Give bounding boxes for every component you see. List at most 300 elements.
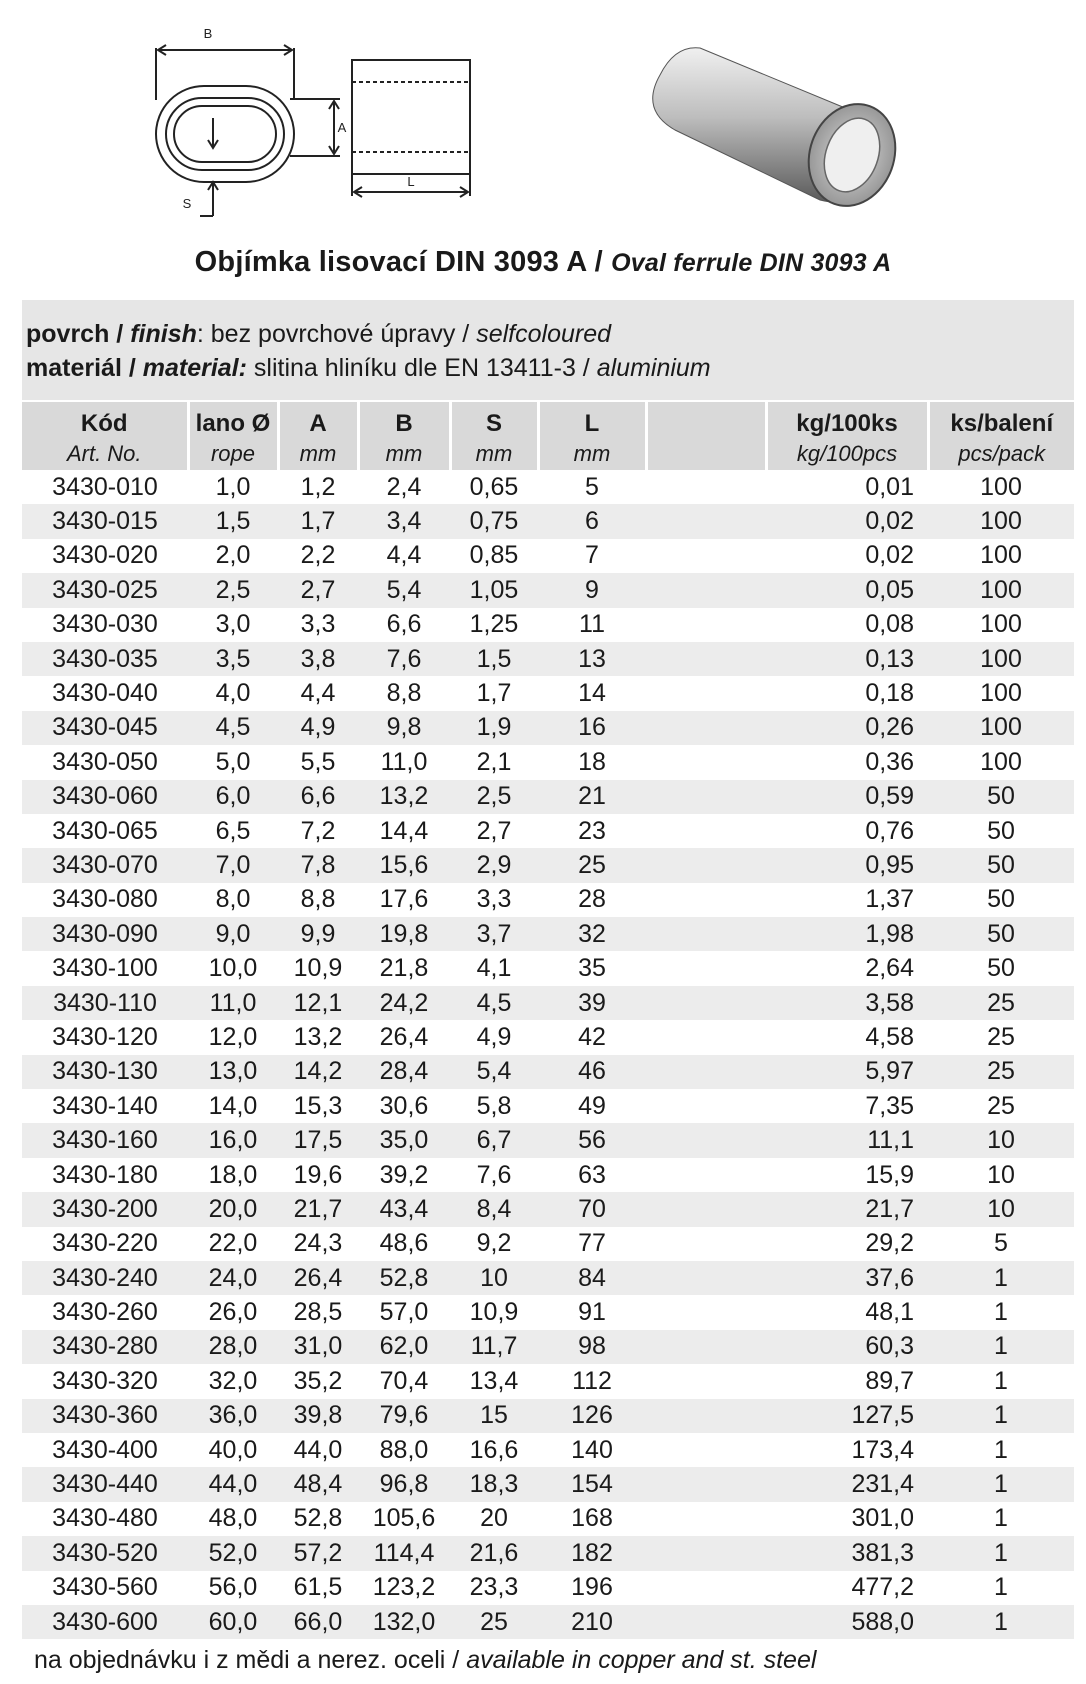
weight-cell: 7,35: [865, 1091, 914, 1120]
b-cell: 11,0: [380, 747, 428, 776]
material-label-cz: materiál /: [26, 354, 136, 382]
code-cell: 3430-360: [22, 1399, 188, 1433]
rope-cell: 40,0: [208, 1435, 258, 1464]
s-cell: 0,75: [450, 504, 538, 538]
code-cell: 3430-520: [22, 1536, 188, 1570]
b-cell: 52,8: [358, 1261, 450, 1295]
oval-front-view: [156, 45, 340, 216]
rope-cell: 11,0: [188, 986, 278, 1020]
l-cell: 112: [572, 1366, 612, 1395]
dimension-b-label: B: [203, 26, 213, 41]
pack-cell: 50: [987, 885, 1015, 914]
footnote-en: available in copper and st. steel: [466, 1646, 817, 1674]
table-row: [22, 1020, 1074, 1054]
code-cell: 3430-030: [52, 610, 158, 639]
rope-cell: 12,0: [208, 1022, 258, 1051]
s-cell: 23,3: [469, 1573, 519, 1602]
rope-cell: 60,0: [188, 1605, 278, 1639]
pack-cell: 25: [928, 1055, 1074, 1089]
a-cell: 6,6: [278, 780, 358, 814]
pack-cell: 100: [980, 472, 1022, 501]
rope-cell: 14,0: [208, 1091, 258, 1120]
table-row: [22, 1605, 1074, 1639]
l-cell: 182: [538, 1536, 646, 1570]
product-info-box: [22, 300, 1074, 400]
blank-cell: [646, 1192, 766, 1226]
s-cell: 13,4: [469, 1366, 519, 1395]
l-cell: 98: [538, 1330, 646, 1364]
table-row: [22, 1364, 1074, 1398]
weight-cell: 173,4: [851, 1435, 914, 1464]
a-cell: 66,0: [278, 1605, 358, 1639]
code-cell: 3430-480: [52, 1504, 158, 1533]
s-cell: 11,7: [450, 1330, 538, 1364]
weight-cell: 0,02: [766, 504, 928, 538]
s-cell: 1,25: [469, 610, 519, 639]
table-row: [22, 745, 1074, 779]
a-cell: 61,5: [293, 1573, 343, 1602]
s-cell: 0,85: [469, 541, 519, 570]
table-row: [22, 1192, 1074, 1226]
rope-cell: 6,5: [215, 816, 251, 845]
l-cell: 11: [579, 610, 605, 639]
a-cell: 14,2: [278, 1055, 358, 1089]
blank-cell: [646, 1364, 766, 1398]
a-cell: 57,2: [278, 1536, 358, 1570]
a-cell: 17,5: [278, 1123, 358, 1157]
code-cell: 3430-180: [52, 1160, 158, 1189]
l-cell: 196: [571, 1573, 613, 1602]
l-cell: 16: [538, 711, 646, 745]
dimension-l-label: L: [407, 174, 415, 189]
rope-cell: 44,0: [188, 1467, 278, 1501]
blank-cell: [646, 848, 766, 882]
s-cell: 5,4: [450, 1055, 538, 1089]
s-cell: 0,65: [469, 472, 519, 501]
rope-cell: 52,0: [188, 1536, 278, 1570]
l-cell: 46: [538, 1055, 646, 1089]
a-cell: 3,3: [300, 610, 336, 639]
weight-cell: 15,9: [865, 1160, 914, 1189]
col-pack-header: ks/balení: [928, 402, 1074, 438]
weight-cell: 0,59: [766, 780, 928, 814]
weight-cell: 1,37: [865, 885, 914, 914]
b-cell: 13,2: [358, 780, 450, 814]
pack-cell: 100: [980, 541, 1022, 570]
blank-cell: [646, 1467, 766, 1501]
l-cell: 7: [585, 541, 599, 570]
pack-cell: 100: [928, 573, 1074, 607]
a-cell: 19,6: [293, 1160, 343, 1189]
blank-cell: [646, 504, 766, 538]
l-cell: 140: [571, 1435, 613, 1464]
b-cell: 3,4: [358, 504, 450, 538]
col-s-sub: mm: [450, 438, 538, 470]
blank-cell: [646, 539, 766, 573]
s-cell: 2,5: [450, 780, 538, 814]
table-row: [22, 1571, 1074, 1605]
rope-cell: 1,0: [215, 472, 251, 501]
b-cell: 43,4: [358, 1192, 450, 1226]
b-cell: 28,4: [358, 1055, 450, 1089]
pack-cell: 100: [928, 504, 1074, 538]
weight-cell: 0,36: [865, 747, 914, 776]
l-cell: 70: [538, 1192, 646, 1226]
s-cell: 2,9: [450, 848, 538, 882]
b-cell: 19,8: [358, 917, 450, 951]
pack-cell: 1: [928, 1399, 1074, 1433]
col-blank-sub: [646, 438, 766, 470]
b-cell: 9,8: [358, 711, 450, 745]
table-row: [22, 986, 1074, 1020]
rope-cell: 36,0: [188, 1399, 278, 1433]
weight-cell: 29,2: [865, 1229, 914, 1258]
pack-cell: 100: [928, 711, 1074, 745]
blank-cell: [646, 1158, 766, 1192]
weight-cell: 0,05: [766, 573, 928, 607]
s-cell: 8,4: [450, 1192, 538, 1226]
s-cell: 9,2: [476, 1229, 512, 1258]
s-cell: 2,7: [476, 816, 512, 845]
finish-label-cz: povrch /: [26, 320, 124, 348]
table-row: [22, 573, 1074, 607]
code-cell: 3430-045: [22, 711, 188, 745]
finish-colon: :: [196, 320, 204, 348]
weight-cell: 477,2: [851, 1573, 914, 1602]
l-cell: 168: [571, 1504, 613, 1533]
code-cell: 3430-240: [22, 1261, 188, 1295]
product-drawings: [0, 0, 1086, 250]
s-cell: 16,6: [469, 1435, 519, 1464]
weight-cell: 301,0: [851, 1504, 914, 1533]
table-row: [22, 814, 1074, 848]
blank-cell: [646, 1536, 766, 1570]
material-line: [26, 354, 711, 383]
title-english: Oval ferrule DIN 3093 A: [611, 249, 892, 277]
table-row: [22, 539, 1074, 573]
pack-cell: 50: [928, 917, 1074, 951]
code-cell: 3430-320: [52, 1366, 158, 1395]
s-cell: 10: [450, 1261, 538, 1295]
blank-cell: [646, 1227, 766, 1261]
weight-cell: 2,64: [865, 954, 914, 983]
table-row: [22, 1123, 1074, 1157]
blank-cell: [646, 1502, 766, 1536]
rope-cell: 10,0: [208, 954, 258, 983]
l-cell: 9: [538, 573, 646, 607]
blank-cell: [646, 470, 766, 504]
l-cell: 39: [538, 986, 646, 1020]
code-cell: 3430-140: [52, 1091, 158, 1120]
pack-cell: 25: [987, 1091, 1015, 1120]
code-cell: 3430-130: [22, 1055, 188, 1089]
code-cell: 3430-010: [52, 472, 158, 501]
table-row: [22, 848, 1074, 882]
s-cell: 10,9: [469, 1298, 519, 1327]
code-cell: 3430-440: [22, 1467, 188, 1501]
rope-cell: 16,0: [188, 1123, 278, 1157]
l-cell: 84: [538, 1261, 646, 1295]
code-cell: 3430-060: [22, 780, 188, 814]
rope-cell: 24,0: [188, 1261, 278, 1295]
b-cell: 17,6: [379, 885, 429, 914]
ferrule-spec-table: [22, 402, 1074, 1639]
rope-cell: 26,0: [208, 1298, 258, 1327]
b-cell: 57,0: [379, 1298, 429, 1327]
header-row: [22, 402, 1074, 438]
rope-cell: 2,0: [215, 541, 251, 570]
code-cell: 3430-220: [52, 1229, 158, 1258]
rope-cell: 9,0: [188, 917, 278, 951]
blank-cell: [646, 1399, 766, 1433]
table-row: [22, 1261, 1074, 1295]
col-rope-header: lano Ø: [188, 402, 278, 438]
weight-cell: 588,0: [766, 1605, 928, 1639]
table-row: [22, 1536, 1074, 1570]
pack-cell: 25: [928, 986, 1074, 1020]
rope-cell: 13,0: [188, 1055, 278, 1089]
code-cell: 3430-015: [22, 504, 188, 538]
rope-cell: 1,5: [188, 504, 278, 538]
pack-cell: 10: [987, 1160, 1015, 1189]
footnote: [34, 1646, 816, 1675]
rope-cell: 20,0: [188, 1192, 278, 1226]
weight-cell: 3,58: [766, 986, 928, 1020]
l-cell: 18: [578, 747, 606, 776]
col-rope-sub: rope: [188, 438, 278, 470]
pack-cell: 100: [980, 747, 1022, 776]
weight-cell: 48,1: [865, 1298, 914, 1327]
weight-cell: 1,98: [766, 917, 928, 951]
l-cell: 32: [538, 917, 646, 951]
blank-cell: [646, 917, 766, 951]
s-cell: 1,9: [450, 711, 538, 745]
b-cell: 5,4: [358, 573, 450, 607]
s-cell: 4,9: [476, 1022, 512, 1051]
pack-cell: 1: [994, 1573, 1008, 1602]
s-cell: 1,05: [450, 573, 538, 607]
a-cell: 2,2: [300, 541, 336, 570]
s-cell: 4,1: [476, 954, 512, 983]
b-cell: 14,4: [379, 816, 429, 845]
pack-cell: 1: [928, 1536, 1074, 1570]
blank-cell: [646, 1330, 766, 1364]
s-cell: 15: [450, 1399, 538, 1433]
page-title: [0, 246, 1086, 279]
blank-cell: [646, 1055, 766, 1089]
code-cell: 3430-200: [22, 1192, 188, 1226]
pack-cell: 1: [994, 1504, 1008, 1533]
a-cell: 15,3: [293, 1091, 343, 1120]
l-cell: 210: [538, 1605, 646, 1639]
rope-cell: 4,5: [188, 711, 278, 745]
rope-cell: 3,5: [188, 642, 278, 676]
table-row: [22, 1295, 1074, 1329]
blank-cell: [646, 745, 766, 779]
blank-cell: [646, 986, 766, 1020]
subheader-row: [22, 438, 1074, 470]
col-a-sub: mm: [278, 438, 358, 470]
table-row: [22, 1330, 1074, 1364]
rope-cell: 2,5: [188, 573, 278, 607]
blank-cell: [646, 883, 766, 917]
blank-cell: [646, 1123, 766, 1157]
finish-line: [26, 320, 611, 349]
weight-cell: 4,58: [865, 1022, 914, 1051]
a-cell: 7,8: [278, 848, 358, 882]
rope-cell: 4,0: [215, 679, 251, 708]
table-row: [22, 470, 1074, 504]
a-cell: 8,8: [300, 885, 336, 914]
s-cell: 4,5: [450, 986, 538, 1020]
l-cell: 126: [538, 1399, 646, 1433]
footnote-cz: na objednávku i z mědi a nerez. oceli /: [34, 1646, 460, 1674]
a-cell: 9,9: [278, 917, 358, 951]
a-cell: 39,8: [278, 1399, 358, 1433]
pack-cell: 1: [928, 1330, 1074, 1364]
pack-cell: 50: [928, 848, 1074, 882]
a-cell: 1,7: [278, 504, 358, 538]
s-cell: 7,6: [476, 1160, 512, 1189]
s-cell: 21,6: [450, 1536, 538, 1570]
l-cell: 77: [578, 1229, 606, 1258]
table-row: [22, 711, 1074, 745]
blank-cell: [646, 711, 766, 745]
blank-cell: [646, 642, 766, 676]
col-l-header: L: [538, 402, 646, 438]
weight-cell: 127,5: [766, 1399, 928, 1433]
weight-cell: 11,1: [766, 1123, 928, 1157]
table-row: [22, 883, 1074, 917]
weight-cell: 60,3: [766, 1330, 928, 1364]
a-cell: 10,9: [293, 954, 343, 983]
b-cell: 88,0: [379, 1435, 429, 1464]
s-cell: 1,7: [476, 679, 512, 708]
weight-cell: 0,02: [865, 541, 914, 570]
pack-cell: 1: [994, 1298, 1008, 1327]
rope-cell: 5,0: [215, 747, 251, 776]
blank-cell: [646, 676, 766, 710]
table-row: [22, 1055, 1074, 1089]
pack-cell: 100: [980, 679, 1022, 708]
b-cell: 62,0: [358, 1330, 450, 1364]
table-row: [22, 951, 1074, 985]
material-label-en: material:: [142, 354, 247, 382]
l-cell: 28: [578, 885, 606, 914]
finish-value-cz: bez povrchové úpravy /: [210, 320, 470, 348]
table-body: [22, 470, 1074, 1639]
a-cell: 7,2: [300, 816, 336, 845]
table-row: [22, 780, 1074, 814]
col-weight-sub: kg/100pcs: [766, 438, 928, 470]
col-code-sub: Art. No.: [22, 438, 188, 470]
col-pack-sub: pcs/pack: [928, 438, 1074, 470]
l-cell: 23: [578, 816, 606, 845]
a-cell: 1,2: [300, 472, 336, 501]
a-cell: 21,7: [278, 1192, 358, 1226]
code-cell: 3430-090: [22, 917, 188, 951]
pack-cell: 100: [980, 610, 1022, 639]
s-cell: 3,3: [476, 885, 512, 914]
code-cell: 3430-070: [22, 848, 188, 882]
code-cell: 3430-160: [22, 1123, 188, 1157]
a-cell: 31,0: [278, 1330, 358, 1364]
s-cell: 25: [450, 1605, 538, 1639]
title-czech: Objímka lisovací DIN 3093 A /: [194, 246, 603, 278]
weight-cell: 0,18: [865, 679, 914, 708]
blank-cell: [646, 1571, 766, 1605]
dimension-a-label: A: [337, 120, 347, 135]
a-cell: 35,2: [293, 1366, 343, 1395]
a-cell: 48,4: [278, 1467, 358, 1501]
a-cell: 12,1: [278, 986, 358, 1020]
b-cell: 70,4: [379, 1366, 429, 1395]
pack-cell: 50: [987, 954, 1015, 983]
b-cell: 96,8: [358, 1467, 450, 1501]
a-cell: 2,7: [278, 573, 358, 607]
l-cell: 21: [538, 780, 646, 814]
b-cell: 79,6: [358, 1399, 450, 1433]
pack-cell: 1: [928, 1261, 1074, 1295]
blank-cell: [646, 951, 766, 985]
blank-cell: [646, 1261, 766, 1295]
s-cell: 6,7: [450, 1123, 538, 1157]
l-cell: 25: [538, 848, 646, 882]
weight-cell: 0,08: [865, 610, 914, 639]
code-cell: 3430-035: [22, 642, 188, 676]
l-cell: 5: [585, 472, 599, 501]
col-weight-header: kg/100ks: [766, 402, 928, 438]
pack-cell: 1: [994, 1435, 1008, 1464]
b-cell: 15,6: [358, 848, 450, 882]
code-cell: 3430-400: [52, 1435, 158, 1464]
table-row: [22, 1502, 1074, 1536]
weight-cell: 0,95: [766, 848, 928, 882]
b-cell: 8,8: [386, 679, 422, 708]
a-cell: 44,0: [293, 1435, 343, 1464]
rope-cell: 32,0: [208, 1366, 258, 1395]
a-cell: 3,8: [278, 642, 358, 676]
pack-cell: 100: [928, 642, 1074, 676]
blank-cell: [646, 608, 766, 642]
pack-cell: 1: [928, 1467, 1074, 1501]
pack-cell: 10: [928, 1123, 1074, 1157]
l-cell: 6: [538, 504, 646, 538]
b-cell: 123,2: [372, 1573, 436, 1602]
rope-cell: 7,0: [188, 848, 278, 882]
b-cell: 4,4: [386, 541, 422, 570]
col-l-sub: mm: [538, 438, 646, 470]
weight-cell: 21,7: [766, 1192, 928, 1226]
rope-cell: 8,0: [215, 885, 251, 914]
l-cell: 154: [538, 1467, 646, 1501]
l-cell: 63: [578, 1160, 606, 1189]
b-cell: 105,6: [372, 1504, 436, 1533]
s-cell: 3,7: [450, 917, 538, 951]
code-cell: 3430-040: [52, 679, 158, 708]
b-cell: 21,8: [379, 954, 429, 983]
s-cell: 1,5: [450, 642, 538, 676]
blank-cell: [646, 1020, 766, 1054]
weight-cell: 37,6: [766, 1261, 928, 1295]
rope-cell: 18,0: [208, 1160, 258, 1189]
code-cell: 3430-100: [52, 954, 158, 983]
code-cell: 3430-065: [52, 816, 158, 845]
l-cell: 49: [578, 1091, 606, 1120]
pack-cell: 10: [928, 1192, 1074, 1226]
pack-cell: 50: [928, 780, 1074, 814]
material-value-cz: slitina hliníku dle EN 13411-3 /: [253, 354, 590, 382]
